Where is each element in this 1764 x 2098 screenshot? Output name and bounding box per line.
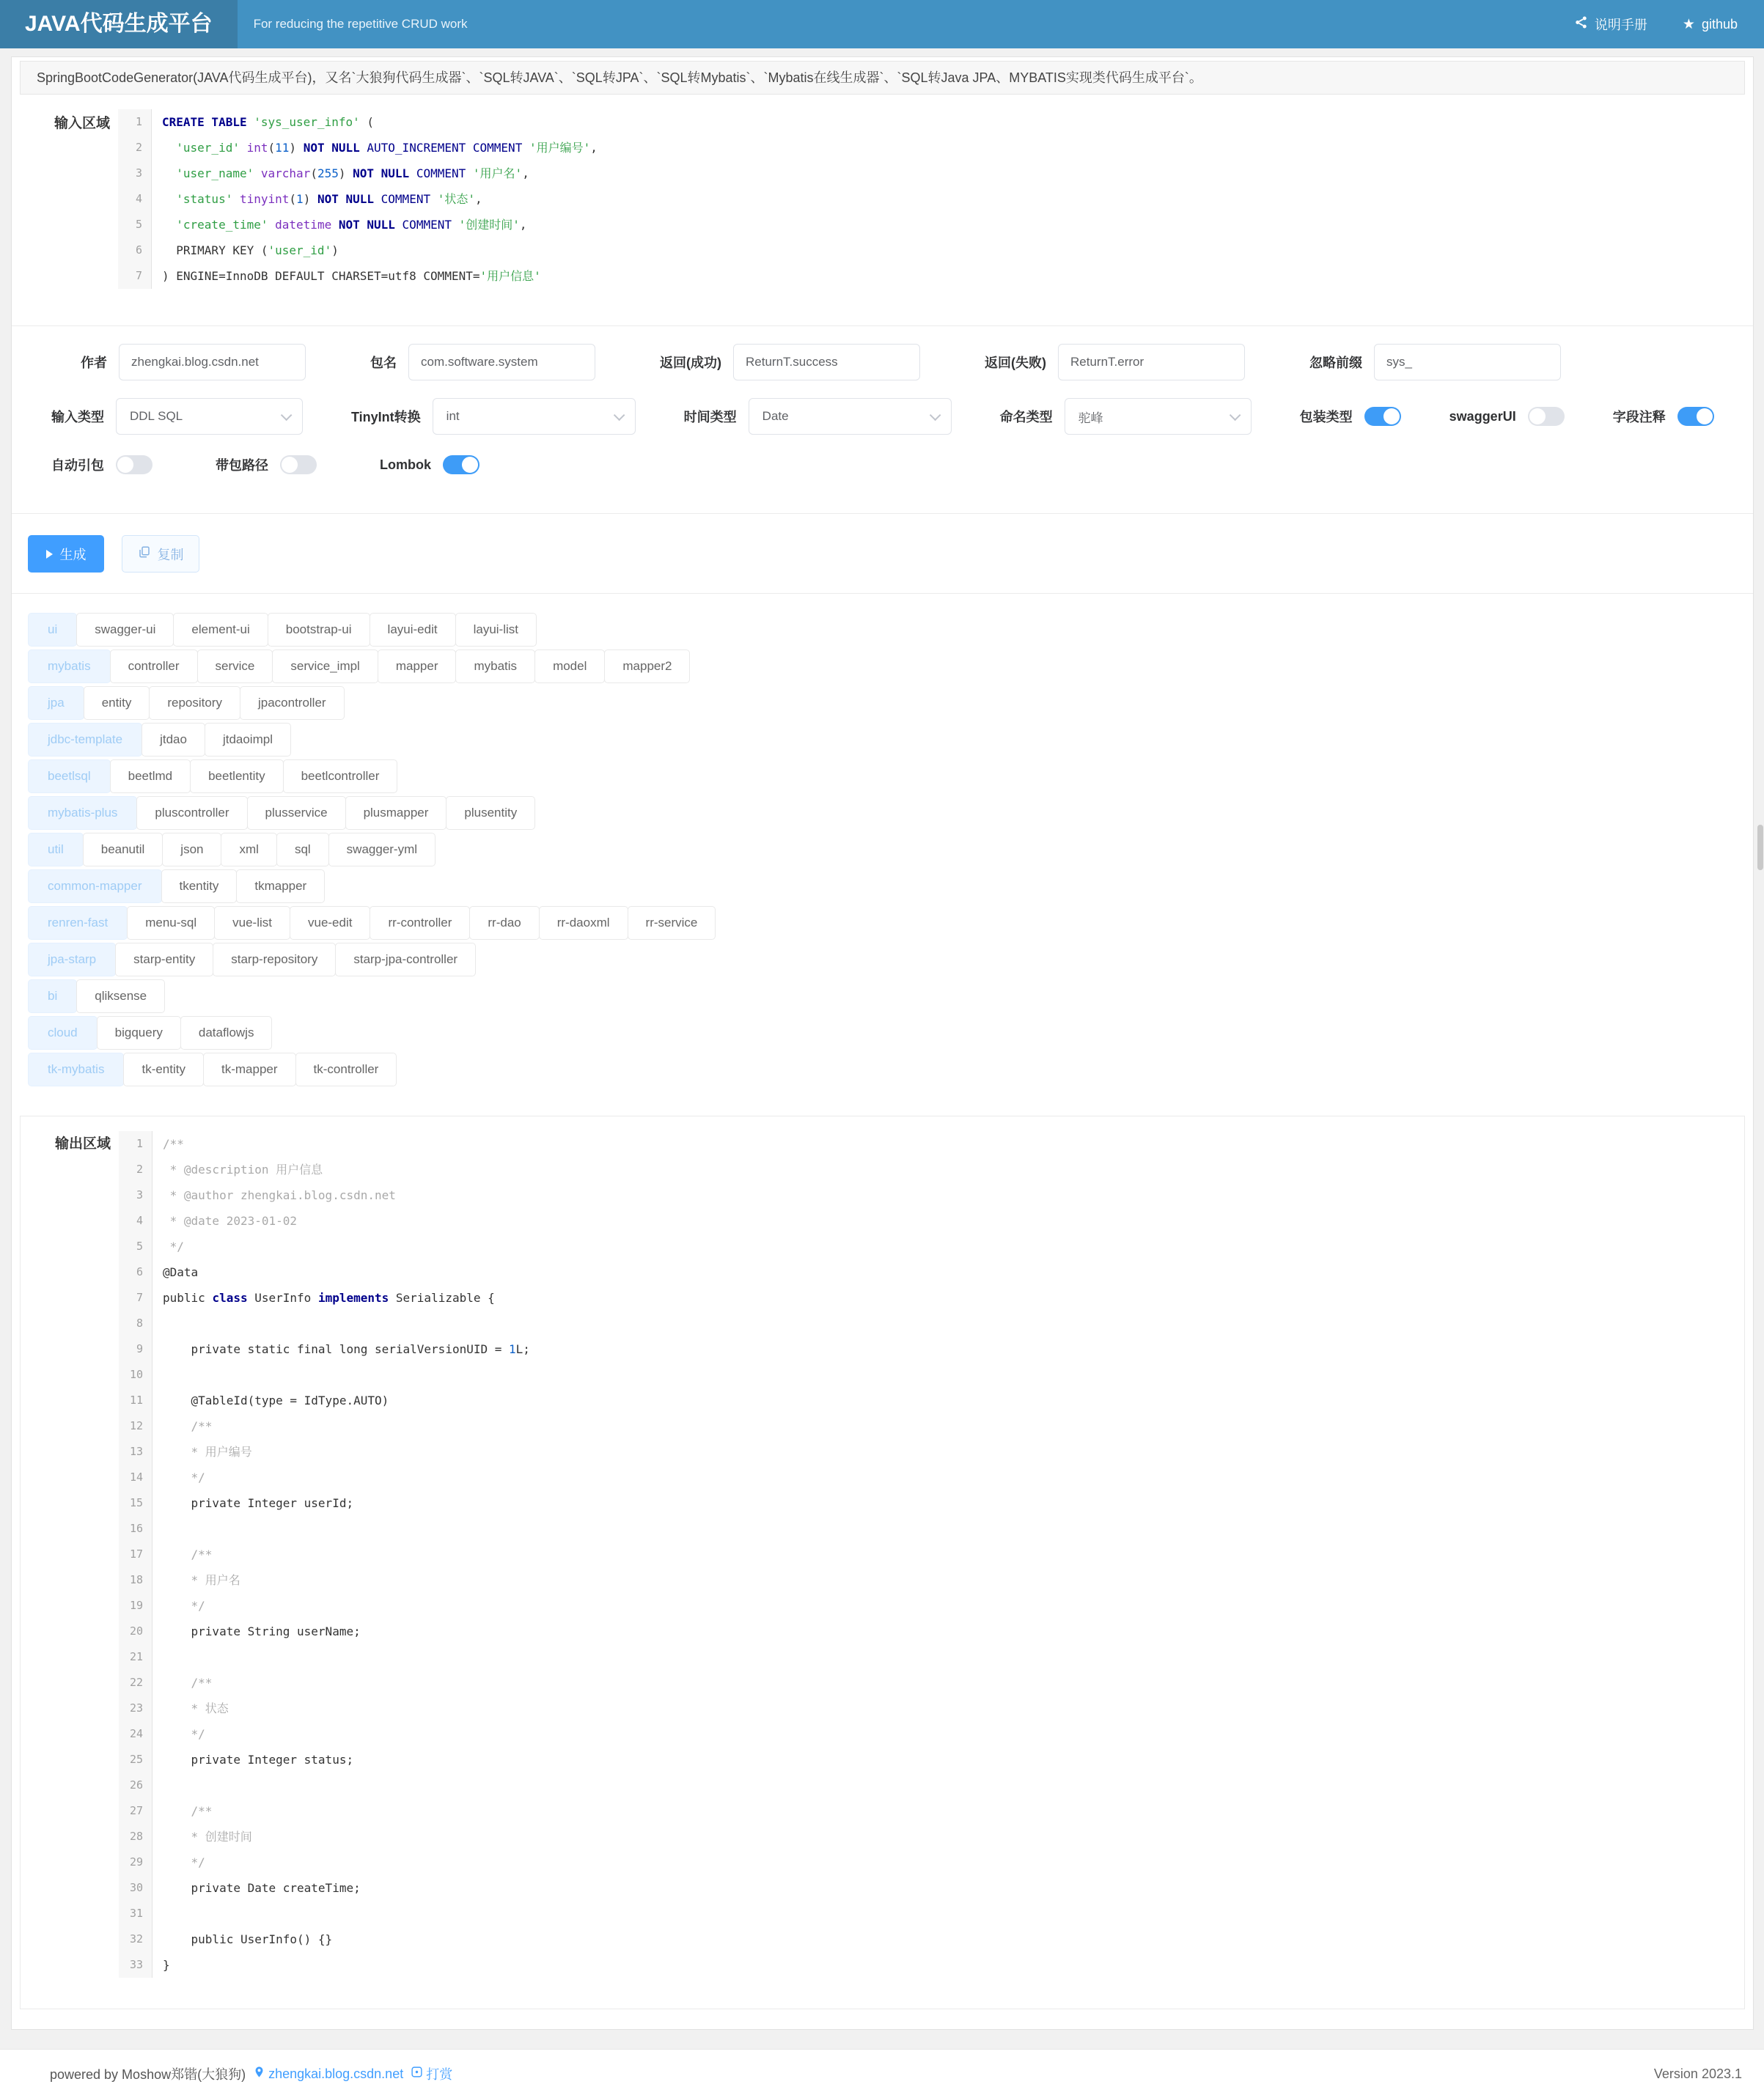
- swagger-ui-toggle[interactable]: [1528, 407, 1565, 426]
- tab-row: [28, 869, 1753, 903]
- tab-mybatis[interactable]: mybatis: [455, 649, 535, 683]
- generate-button[interactable]: [28, 535, 104, 573]
- tab-rr-daoxml[interactable]: rr-daoxml: [539, 906, 628, 940]
- with-package-path-toggle-label: 带包路径: [216, 458, 268, 473]
- code-line-content: public UserInfo() {}: [163, 1932, 333, 1946]
- code-line: [119, 1413, 1734, 1439]
- tab-row: [28, 833, 1753, 866]
- select-group: [1000, 398, 1252, 435]
- tab-swagger-ui[interactable]: swagger-ui: [76, 613, 174, 647]
- line-number: 4: [118, 186, 152, 212]
- switch-group: [51, 455, 152, 474]
- tab-qliksense[interactable]: qliksense: [76, 979, 165, 1013]
- code-line-content: /**: [163, 1419, 213, 1433]
- toggle-knob: [462, 457, 478, 473]
- copy-button-label: 复制: [157, 547, 184, 562]
- time-type-select-label: 时间类型: [683, 410, 737, 424]
- code-line-content: ) ENGINE=InnoDB DEFAULT CHARSET=utf8 COMMENT='用户信息': [162, 269, 541, 283]
- donate-link-label: 打赏: [426, 2067, 453, 2082]
- code-line-content: 'create_time' datetime NOT NULL COMMENT '创建时间',: [176, 218, 527, 232]
- output-section: [20, 1116, 1745, 2009]
- input-type-select-value: DDL SQL: [130, 409, 183, 423]
- author-input-label: 作者: [81, 356, 107, 370]
- field-comment-toggle-label: 字段注释: [1612, 410, 1666, 424]
- copy-button[interactable]: [122, 535, 199, 573]
- code-line-content: /**: [163, 1547, 213, 1561]
- line-number: 11: [119, 1388, 152, 1413]
- author-input[interactable]: [119, 344, 306, 380]
- line-number: 23: [119, 1696, 152, 1721]
- code-line-content: [152, 1362, 163, 1388]
- code-line-content: [152, 1644, 163, 1670]
- code-line: [118, 109, 1743, 135]
- tab-vue-list[interactable]: vue-list: [214, 906, 290, 940]
- tinyint-convert-select-value: int: [446, 409, 460, 423]
- tab-element-ui[interactable]: element-ui: [173, 613, 268, 647]
- tab-row: [28, 1053, 1753, 1086]
- tab-starp-repository[interactable]: starp-repository: [213, 943, 336, 976]
- tab-category-util: util: [28, 833, 84, 866]
- code-line-content: [152, 1773, 163, 1798]
- code-line-content: }: [163, 1958, 170, 1972]
- line-number: 24: [119, 1721, 152, 1747]
- tab-category-renren-fast: renren-fast: [28, 906, 128, 940]
- code-line: [119, 1952, 1734, 1978]
- line-number: 17: [119, 1542, 152, 1567]
- tab-category-mybatis-plus: mybatis-plus: [28, 796, 137, 830]
- code-line: [119, 1875, 1734, 1901]
- line-number: 32: [119, 1926, 152, 1952]
- wrapper-type-toggle[interactable]: [1364, 407, 1401, 426]
- line-number: 19: [119, 1593, 152, 1619]
- line-number: 31: [119, 1901, 152, 1926]
- field-group: [370, 344, 595, 380]
- line-number: 5: [119, 1234, 152, 1259]
- input-type-select-label: 输入类型: [51, 410, 104, 424]
- code-line: [119, 1747, 1734, 1773]
- tab-category-jdbc-template: jdbc-template: [28, 723, 142, 757]
- tab-sql[interactable]: sql: [276, 833, 329, 866]
- generate-button-label: 生成: [59, 547, 87, 562]
- field-comment-toggle[interactable]: [1677, 407, 1714, 426]
- code-line: [119, 1926, 1734, 1952]
- line-number: 9: [119, 1336, 152, 1362]
- line-number: 2: [118, 135, 152, 161]
- code-line-content: @Data: [163, 1265, 199, 1279]
- tab-mapper[interactable]: mapper: [378, 649, 457, 683]
- form-row-selects: [51, 380, 1753, 435]
- tab-starp-entity[interactable]: starp-entity: [115, 943, 213, 976]
- code-line-content: private static final long serialVersionUID = 1L;: [163, 1342, 530, 1356]
- chevron-down-icon: [930, 409, 941, 421]
- tab-category-jpa-starp: jpa-starp: [28, 943, 116, 976]
- code-line: [118, 186, 1743, 212]
- powered-by-text: powered by Moshow郑锴(大狼狗): [50, 2067, 246, 2082]
- select-group: [51, 398, 303, 435]
- naming-type-select-label: 命名类型: [999, 410, 1053, 424]
- main-panel: [11, 56, 1754, 2030]
- line-number: 27: [119, 1798, 152, 1824]
- lombok-toggle[interactable]: [443, 455, 479, 474]
- line-number: 6: [119, 1259, 152, 1285]
- line-number: 14: [119, 1465, 152, 1490]
- line-number: 10: [119, 1362, 152, 1388]
- code-line-content: @TableId(type = IdType.AUTO): [163, 1394, 389, 1407]
- tab-category-cloud: cloud: [28, 1016, 98, 1050]
- github-link[interactable]: [1683, 16, 1738, 33]
- tab-category-tk-mybatis: tk-mybatis: [28, 1053, 124, 1086]
- package-input-label: 包名: [370, 356, 397, 370]
- tab-category-ui: ui: [28, 613, 77, 647]
- line-number: 25: [119, 1747, 152, 1773]
- code-line: [119, 1542, 1734, 1567]
- toggle-knob: [1383, 408, 1400, 424]
- code-line: [119, 1773, 1734, 1798]
- code-line-content: /**: [163, 1676, 213, 1690]
- line-number: 26: [119, 1773, 152, 1798]
- tab-tk-mapper[interactable]: tk-mapper: [203, 1053, 296, 1086]
- code-line: [118, 263, 1743, 289]
- blog-link-label: zhengkai.blog.csdn.net: [268, 2066, 404, 2081]
- auto-import-toggle[interactable]: [116, 455, 152, 474]
- output-area-label: 输出区域: [55, 1136, 111, 1152]
- tab-row: [28, 759, 1753, 793]
- code-line: [119, 1311, 1734, 1336]
- line-number: 5: [118, 212, 152, 238]
- tab-beetlentity[interactable]: beetlentity: [190, 759, 284, 793]
- java-output-editor[interactable]: [119, 1131, 1734, 1978]
- form-row-switches: [51, 435, 1753, 474]
- select-group: [684, 398, 952, 435]
- code-line-content: /**: [163, 1804, 213, 1818]
- tab-beanutil[interactable]: beanutil: [83, 833, 163, 866]
- tab-dataflowjs[interactable]: dataflowjs: [180, 1016, 273, 1050]
- app-title: JAVA代码生成平台: [0, 0, 238, 48]
- code-line: [118, 238, 1743, 263]
- tab-bootstrap-ui[interactable]: bootstrap-ui: [268, 613, 370, 647]
- app-header: [0, 0, 1764, 48]
- code-line-content: private Integer status;: [163, 1753, 354, 1767]
- code-line-content: * @description 用户信息: [163, 1163, 323, 1177]
- tab-plusentity[interactable]: plusentity: [446, 796, 535, 830]
- code-line-content: private Date createTime;: [163, 1881, 361, 1895]
- tab-tkentity[interactable]: tkentity: [161, 869, 238, 903]
- line-number: 1: [118, 109, 152, 135]
- tinyint-convert-select[interactable]: [433, 398, 636, 435]
- tab-row: [28, 796, 1753, 830]
- code-line: [119, 1157, 1734, 1182]
- tab-row: [28, 943, 1753, 976]
- donate-link[interactable]: [411, 2064, 452, 2083]
- input-section: [12, 95, 1753, 326]
- code-line-content: * 状态: [163, 1701, 229, 1715]
- code-line-content: private String userName;: [163, 1624, 361, 1638]
- code-line: [119, 1696, 1734, 1721]
- chevron-down-icon: [614, 409, 625, 421]
- code-line-content: [152, 1516, 163, 1542]
- header-links: [1574, 15, 1764, 34]
- line-number: 7: [119, 1285, 152, 1311]
- switch-group: [1613, 407, 1714, 426]
- code-line-content: * @author zhengkai.blog.csdn.net: [163, 1188, 396, 1202]
- tab-category-common-mapper: common-mapper: [28, 869, 162, 903]
- switch-group: [1449, 407, 1565, 426]
- tab-service[interactable]: service: [197, 649, 273, 683]
- tab-jtdao[interactable]: jtdao: [142, 723, 205, 757]
- line-number: 20: [119, 1619, 152, 1644]
- line-number: 33: [119, 1952, 152, 1978]
- tab-row: [28, 649, 1753, 683]
- tab-pluscontroller[interactable]: pluscontroller: [136, 796, 247, 830]
- location-pin-icon: [253, 2066, 265, 2082]
- code-line-content: PRIMARY KEY ('user_id'): [162, 243, 339, 257]
- code-line: [119, 1644, 1734, 1670]
- toggle-knob: [1529, 408, 1546, 424]
- footer: [0, 2049, 1764, 2098]
- switch-group: [1300, 407, 1401, 426]
- naming-type-select-value: 驼峰: [1078, 411, 1103, 425]
- package-input[interactable]: [408, 344, 595, 380]
- tab-model[interactable]: model: [534, 649, 605, 683]
- code-line-content: * 用户编号: [163, 1445, 252, 1459]
- line-number: 30: [119, 1875, 152, 1901]
- form-section: [12, 326, 1753, 514]
- line-number: 13: [119, 1439, 152, 1465]
- tab-json[interactable]: json: [162, 833, 221, 866]
- blog-link[interactable]: [253, 2066, 403, 2082]
- with-package-path-toggle[interactable]: [280, 455, 317, 474]
- tab-plusservice[interactable]: plusservice: [247, 796, 346, 830]
- tab-tkmapper[interactable]: tkmapper: [236, 869, 325, 903]
- code-line: [119, 1567, 1734, 1593]
- copy-icon: [138, 545, 151, 562]
- switch-group: [216, 455, 317, 474]
- time-type-select[interactable]: [749, 398, 952, 435]
- ignore-prefix-input-label: 忽略前缀: [1309, 356, 1362, 370]
- input-area-label: 输入区域: [54, 116, 111, 131]
- return-error-input-label: 返回(失败): [985, 356, 1046, 370]
- code-line-content: * @date 2023-01-02: [163, 1214, 298, 1228]
- template-tabs-section: [12, 594, 1753, 1101]
- code-line-content: * 创建时间: [163, 1830, 252, 1844]
- return-success-input[interactable]: [733, 344, 920, 380]
- line-number: 21: [119, 1644, 152, 1670]
- return-error-input[interactable]: [1058, 344, 1245, 380]
- donate-icon: [411, 2066, 423, 2082]
- input-type-select[interactable]: [116, 398, 303, 435]
- tab-layui-list[interactable]: layui-list: [455, 613, 537, 647]
- code-line-content: 'user_name' varchar(255) NOT NULL COMMENT '用户名',: [176, 166, 529, 180]
- code-line: [118, 135, 1743, 161]
- code-line: [119, 1516, 1734, 1542]
- tinyint-convert-select-label: TinyInt转换: [351, 410, 421, 424]
- code-line-content: */: [163, 1599, 205, 1613]
- wrapper-type-toggle-label: 包装类型: [1299, 410, 1353, 424]
- ignore-prefix-input[interactable]: [1374, 344, 1561, 380]
- line-number: 6: [118, 238, 152, 263]
- share-icon: [1574, 15, 1588, 33]
- tab-service_impl[interactable]: service_impl: [272, 649, 378, 683]
- code-line-content: */: [163, 1855, 205, 1869]
- tab-rr-dao[interactable]: rr-dao: [469, 906, 539, 940]
- intro-bar: SpringBootCodeGenerator(JAVA代码生成平台)，又名`大狼狗代码生成器`、`SQL转JAVA`、`SQL转JPA`、`SQL转Mybatis`、`Mybatis在线生成器`、`SQL转Java JPA、MYBATIS实现类代码生成平台`。: [20, 61, 1745, 95]
- tab-rr-service[interactable]: rr-service: [628, 906, 716, 940]
- tab-starp-jpa-controller[interactable]: starp-jpa-controller: [335, 943, 476, 976]
- field-group: [660, 344, 920, 380]
- code-line: [119, 1362, 1734, 1388]
- tab-beetlmd[interactable]: beetlmd: [110, 759, 191, 793]
- code-line: [119, 1619, 1734, 1644]
- code-line: [119, 1336, 1734, 1362]
- field-group: [985, 344, 1245, 380]
- code-line-content: 'status' tinyint(1) NOT NULL COMMENT '状态',: [176, 192, 482, 206]
- return-success-input-label: 返回(成功): [660, 356, 721, 370]
- scrollbar-thumb[interactable]: [1757, 825, 1763, 870]
- code-line: [119, 1259, 1734, 1285]
- time-type-select-value: Date: [762, 409, 789, 423]
- code-line-content: public class UserInfo implements Serializable {: [163, 1291, 495, 1305]
- play-icon: [46, 550, 53, 559]
- tab-repository[interactable]: repository: [149, 686, 240, 720]
- tab-row: [28, 906, 1753, 940]
- code-line-content: [152, 1311, 163, 1336]
- line-number: 2: [119, 1157, 152, 1182]
- tab-bigquery[interactable]: bigquery: [97, 1016, 181, 1050]
- code-line-content: */: [163, 1471, 205, 1484]
- naming-type-select[interactable]: [1065, 398, 1252, 435]
- tab-vue-edit[interactable]: vue-edit: [290, 906, 370, 940]
- chevron-down-icon: [281, 409, 293, 421]
- tab-row: [28, 979, 1753, 1013]
- actions-section: [12, 514, 1753, 594]
- code-line: [119, 1388, 1734, 1413]
- tab-menu-sql[interactable]: menu-sql: [127, 906, 215, 940]
- tab-tk-entity[interactable]: tk-entity: [123, 1053, 204, 1086]
- tab-xml[interactable]: xml: [221, 833, 276, 866]
- tab-category-beetlsql: beetlsql: [28, 759, 111, 793]
- sql-editor[interactable]: [118, 109, 1743, 289]
- code-line: [119, 1901, 1734, 1926]
- form-row-text-fields: [51, 326, 1753, 380]
- line-number: 3: [119, 1182, 152, 1208]
- switch-group: [380, 455, 479, 474]
- field-group: [81, 344, 306, 380]
- code-line-content: */: [163, 1240, 184, 1254]
- tab-entity[interactable]: entity: [84, 686, 150, 720]
- line-number: 7: [118, 263, 152, 289]
- code-line: [119, 1234, 1734, 1259]
- code-line: [118, 161, 1743, 186]
- code-line-content: CREATE TABLE 'sys_user_info' (: [162, 115, 374, 129]
- toggle-knob: [282, 457, 298, 473]
- app-tagline: For reducing the repetitive CRUD work: [253, 17, 468, 31]
- tab-category-jpa: jpa: [28, 686, 84, 720]
- code-line-content: private Integer userId;: [163, 1496, 354, 1510]
- swagger-ui-toggle-label: swaggerUI: [1449, 408, 1516, 424]
- code-line: [119, 1439, 1734, 1465]
- field-group: [1309, 344, 1561, 380]
- code-line: [118, 212, 1743, 238]
- github-link-label: github: [1701, 16, 1738, 32]
- line-number: 1: [119, 1131, 152, 1157]
- code-line: [119, 1285, 1734, 1311]
- code-line: [119, 1131, 1734, 1157]
- code-line: [119, 1208, 1734, 1234]
- tab-layui-edit[interactable]: layui-edit: [370, 613, 456, 647]
- toggle-knob: [117, 457, 133, 473]
- manual-link-label: 说明手册: [1594, 18, 1647, 32]
- code-line-content: */: [163, 1727, 205, 1741]
- line-number: 12: [119, 1413, 152, 1439]
- code-line: [119, 1824, 1734, 1849]
- tab-row: [28, 686, 1753, 720]
- tab-controller[interactable]: controller: [110, 649, 198, 683]
- tab-row: [28, 723, 1753, 757]
- tab-category-bi: bi: [28, 979, 77, 1013]
- code-line: [119, 1721, 1734, 1747]
- chevron-down-icon: [1230, 409, 1241, 421]
- code-line: [119, 1465, 1734, 1490]
- line-number: 8: [119, 1311, 152, 1336]
- auto-import-toggle-label: 自动引包: [51, 458, 104, 473]
- line-number: 4: [119, 1208, 152, 1234]
- line-number: 15: [119, 1490, 152, 1516]
- code-line-content: [152, 1901, 163, 1926]
- code-line: [119, 1798, 1734, 1824]
- tab-category-mybatis: mybatis: [28, 649, 111, 683]
- line-number: 22: [119, 1670, 152, 1696]
- code-line-content: 'user_id' int(11) NOT NULL AUTO_INCREMENT COMMENT '用户编号',: [176, 141, 598, 155]
- tab-tk-controller[interactable]: tk-controller: [295, 1053, 397, 1086]
- manual-link[interactable]: [1574, 15, 1647, 34]
- tab-jpacontroller[interactable]: jpacontroller: [240, 686, 345, 720]
- code-line: [119, 1182, 1734, 1208]
- tab-jtdaoimpl[interactable]: jtdaoimpl: [205, 723, 291, 757]
- line-number: 18: [119, 1567, 152, 1593]
- tab-row: [28, 1016, 1753, 1050]
- code-line-content: /**: [163, 1137, 184, 1151]
- line-number: 3: [118, 161, 152, 186]
- select-group: [351, 398, 636, 435]
- code-line: [119, 1849, 1734, 1875]
- tab-plusmapper[interactable]: plusmapper: [345, 796, 447, 830]
- code-line: [119, 1490, 1734, 1516]
- tab-row: [28, 613, 1753, 647]
- tab-swagger-yml[interactable]: swagger-yml: [328, 833, 436, 866]
- version-text: Version 2023.1: [1653, 2066, 1742, 2081]
- line-number: 28: [119, 1824, 152, 1849]
- line-number: 29: [119, 1849, 152, 1875]
- lombok-toggle-label: Lombok: [380, 457, 431, 472]
- tab-mapper2[interactable]: mapper2: [604, 649, 690, 683]
- star-icon: ★: [1682, 16, 1695, 32]
- line-number: 16: [119, 1516, 152, 1542]
- code-line: [119, 1670, 1734, 1696]
- code-line: [119, 1593, 1734, 1619]
- toggle-knob: [1697, 408, 1713, 424]
- tab-rr-controller[interactable]: rr-controller: [370, 906, 470, 940]
- tab-beetlcontroller[interactable]: beetlcontroller: [283, 759, 398, 793]
- code-line-content: * 用户名: [163, 1573, 240, 1587]
